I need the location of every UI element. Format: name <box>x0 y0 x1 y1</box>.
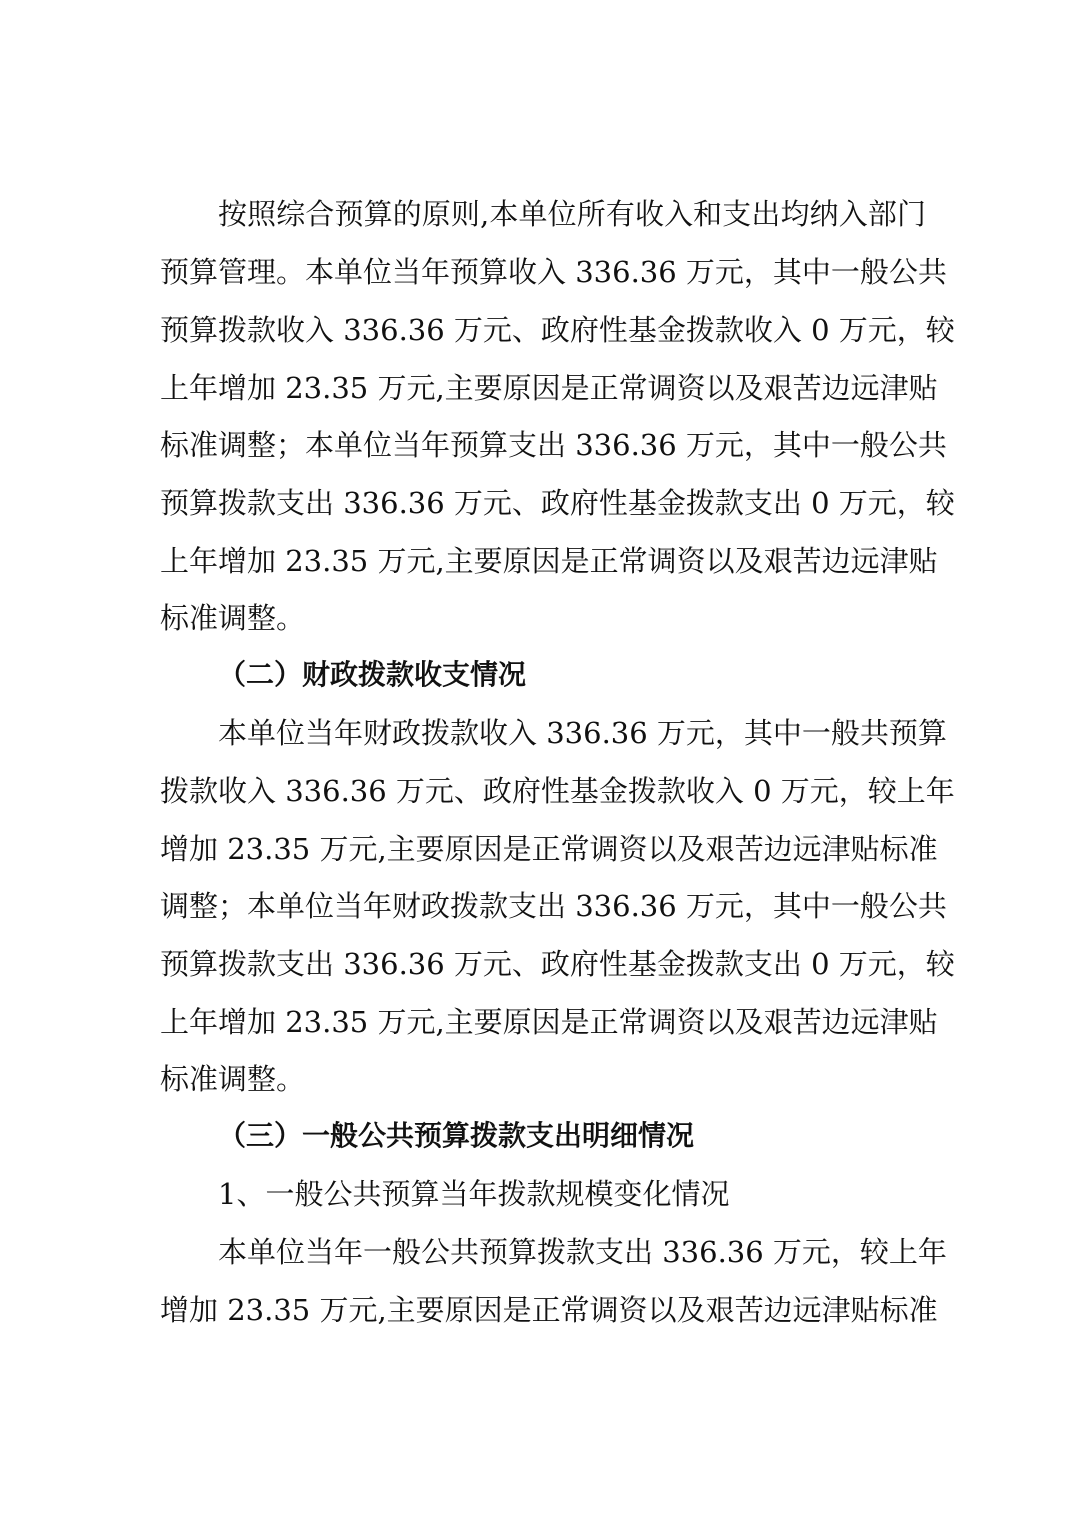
paragraph-line: 标准调整。 <box>160 601 306 635</box>
paragraph-line: 本单位当年财政拨款收入 336.36 万元，其中一般共预算 <box>218 716 947 750</box>
paragraph-line: 预算拨款支出 336.36 万元、政府性基金拨款支出 0 万元，较 <box>160 947 955 981</box>
paragraph-line: 拨款收入 336.36 万元、政府性基金拨款收入 0 万元，较上年 <box>160 774 955 808</box>
paragraph-line: 本单位当年一般公共预算拨款支出 336.36 万元，较上年 <box>218 1235 947 1269</box>
section-heading: （三）一般公共预算拨款支出明细情况 <box>218 1119 695 1152</box>
section-heading: （二）财政拨款收支情况 <box>218 658 527 691</box>
subsection-heading: 1、一般公共预算当年拨款规模变化情况 <box>218 1177 730 1211</box>
paragraph-line: 增加 23.35 万元,主要原因是正常调资以及艰苦边远津贴标准 <box>160 832 938 866</box>
paragraph-line: 增加 23.35 万元,主要原因是正常调资以及艰苦边远津贴标准 <box>160 1293 938 1327</box>
paragraph-line: 按照综合预算的原则,本单位所有收入和支出均纳入部门 <box>218 197 926 231</box>
paragraph-line: 标准调整；本单位当年预算支出 336.36 万元，其中一般公共 <box>160 428 947 462</box>
paragraph-line: 预算管理。本单位当年预算收入 336.36 万元，其中一般公共 <box>160 255 947 289</box>
paragraph-line: 标准调整。 <box>160 1062 306 1096</box>
paragraph-line: 预算拨款支出 336.36 万元、政府性基金拨款支出 0 万元，较 <box>160 486 955 520</box>
paragraph-line: 上年增加 23.35 万元,主要原因是正常调资以及艰苦边远津贴 <box>160 544 938 578</box>
paragraph-line: 预算拨款收入 336.36 万元、政府性基金拨款收入 0 万元，较 <box>160 313 955 347</box>
paragraph-line: 上年增加 23.35 万元,主要原因是正常调资以及艰苦边远津贴 <box>160 371 938 405</box>
paragraph-line: 调整；本单位当年财政拨款支出 336.36 万元，其中一般公共 <box>160 889 947 923</box>
paragraph-line: 上年增加 23.35 万元,主要原因是正常调资以及艰苦边远津贴 <box>160 1005 938 1039</box>
